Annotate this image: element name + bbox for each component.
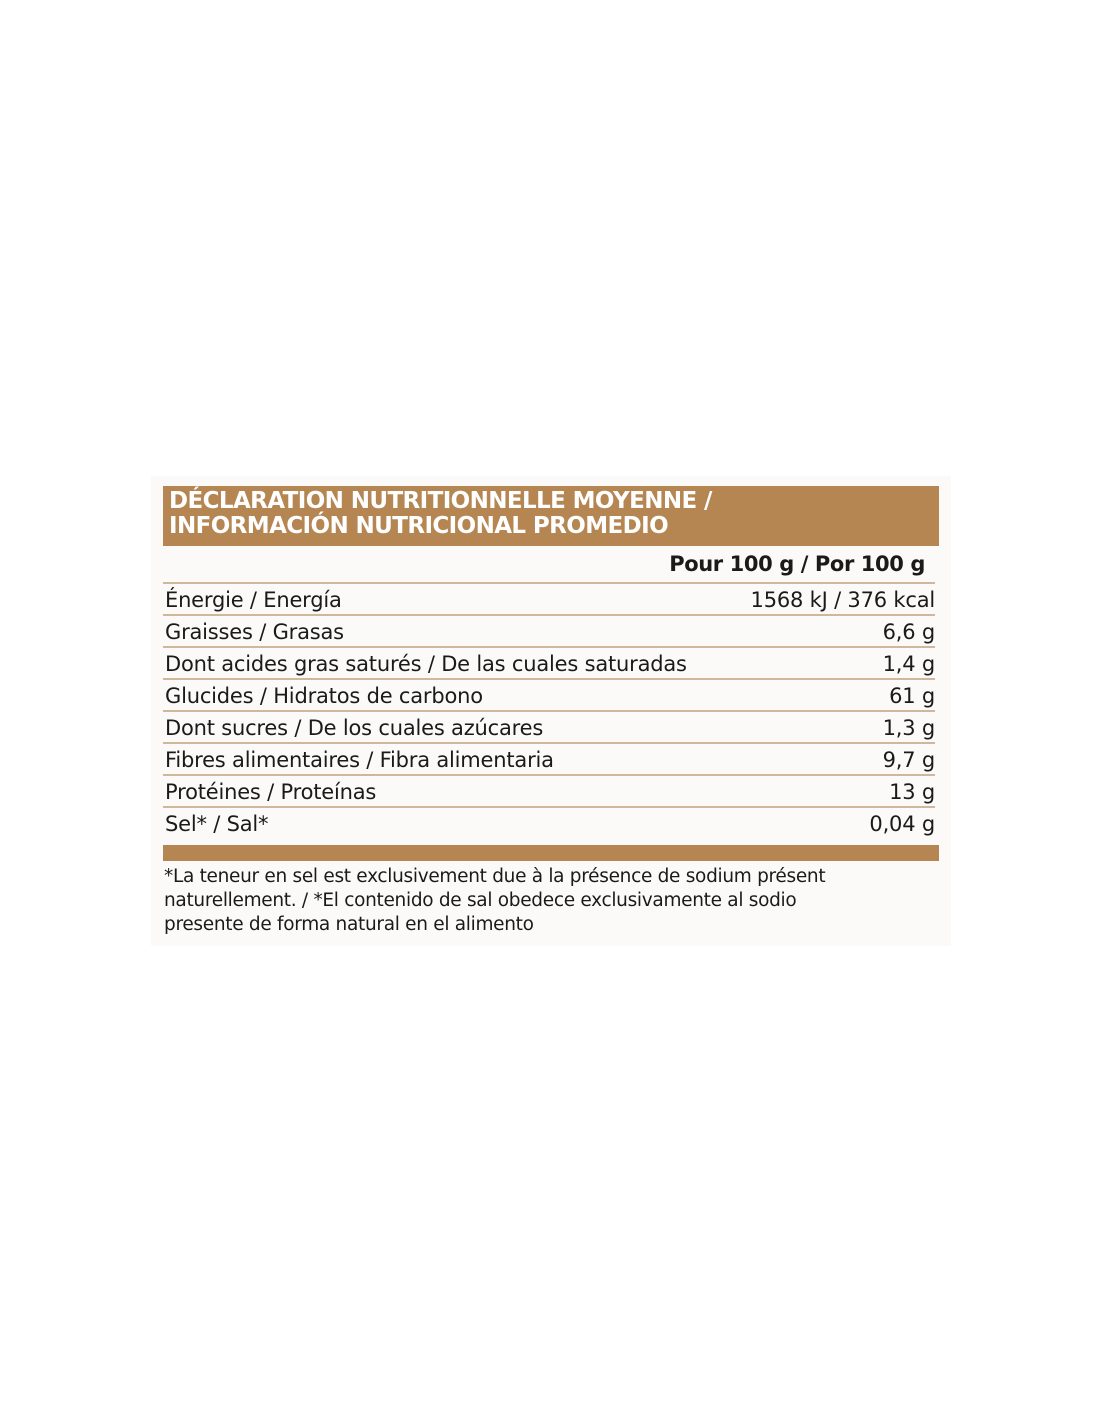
table-row <box>163 582 935 614</box>
table-row <box>163 742 935 774</box>
title-line-spanish: INFORMACIÓN NUTRICIONAL PROMEDIO <box>169 513 669 539</box>
table-row <box>163 614 935 646</box>
row-value: 1,3 g <box>882 716 935 740</box>
table-row <box>163 678 935 710</box>
row-value: 13 g <box>889 780 935 804</box>
row-label: Dont sucres / De los cuales azúcares <box>165 716 544 740</box>
footnote-line: naturellement. / *El contenido de sal obedece exclusivamente al sodio <box>164 890 797 911</box>
row-label: Dont acides gras saturés / De las cuales saturadas <box>165 652 687 676</box>
table-title <box>163 486 939 546</box>
nutrition-panel <box>151 476 951 946</box>
table-row <box>163 806 935 838</box>
footnote-line: *La teneur en sel est exclusivement due à la présence de sodium présent <box>164 866 826 887</box>
row-value: 61 g <box>889 684 935 708</box>
footnote-line: presente de forma natural en el alimento <box>164 914 534 935</box>
bottom-divider-bar <box>163 845 939 861</box>
footnote <box>164 865 934 937</box>
row-label: Énergie / Energía <box>165 588 342 612</box>
title-line-french: DÉCLARATION NUTRITIONNELLE MOYENNE / <box>169 488 712 514</box>
row-value: 6,6 g <box>882 620 935 644</box>
row-label: Fibres alimentaires / Fibra alimentaria <box>165 748 554 772</box>
row-value: 1,4 g <box>882 652 935 676</box>
row-value: 1568 kJ / 376 kcal <box>750 588 935 612</box>
row-label: Protéines / Proteínas <box>165 780 377 804</box>
row-value: 0,04 g <box>869 812 935 836</box>
table-row <box>163 646 935 678</box>
row-label: Graisses / Grasas <box>165 620 344 644</box>
row-value: 9,7 g <box>882 748 935 772</box>
table-row <box>163 710 935 742</box>
row-label: Sel* / Sal* <box>165 812 269 836</box>
table-row <box>163 774 935 806</box>
row-label: Glucides / Hidratos de carbono <box>165 684 483 708</box>
nutrition-rows <box>163 582 935 838</box>
column-header: Pour 100 g / Por 100 g <box>669 552 925 576</box>
